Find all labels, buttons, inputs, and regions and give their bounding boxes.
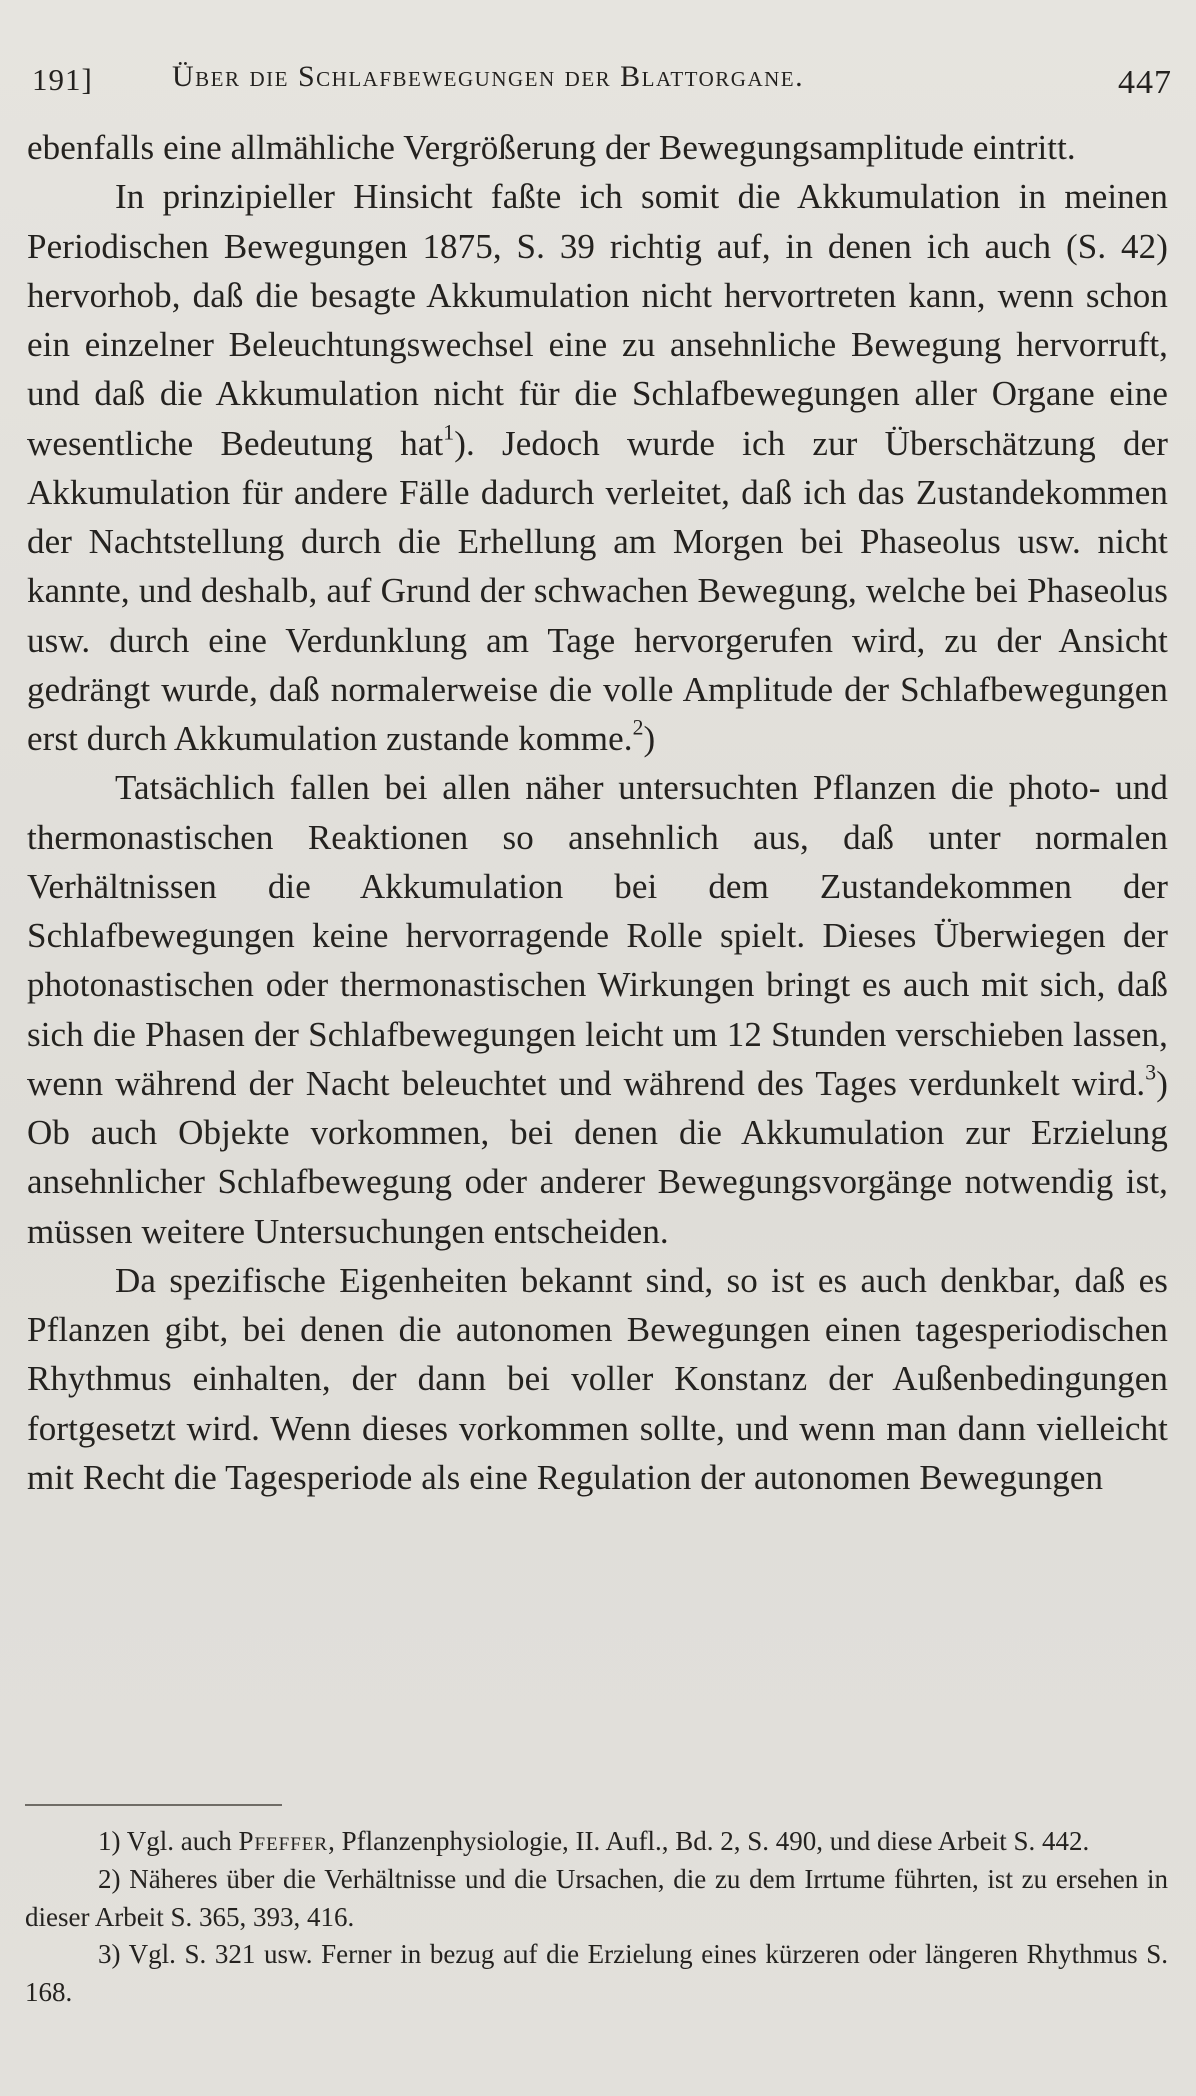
footnote-reference-3[interactable]: 3 bbox=[1145, 1060, 1157, 1085]
paragraph-tagesperiode: Da spezifische Eigenheiten bekannt sind, so ist es auch denkbar, daß es Pflanzen gibt, bei denen die autonomen Bewegungen einen tagesperiodischen Rhythmus einhalten, der dann bei voller Konstanz der Außenbedingungen fortgesetzt wird. Wenn dieses vorkommen sollte, und wenn man dann vielleicht mit Recht die Tagesperiode als eine Regulation der autonomen Bewegungen bbox=[27, 1260, 1168, 1497]
footnote-1-text-after: , Pflanzenphysiologie, II. Aufl., Bd. 2, S. 490, und diese Arbeit S. 442. bbox=[328, 1826, 1090, 1856]
running-head-title: Über die Schlafbewegungen der Blattorgane. bbox=[172, 60, 805, 93]
page-number: 447 bbox=[1118, 64, 1172, 101]
footnote-marker-3: 3) bbox=[98, 1939, 121, 1970]
footnote-1-author: Pfeffer bbox=[238, 1826, 329, 1856]
footnote-marker-2: 2) bbox=[98, 1863, 121, 1894]
paragraph-akkumulation-text-3: ) bbox=[643, 719, 656, 758]
footnote-2-text: Näheres über die Verhältnisse und die Ursachen, die zu dem Irrtume führten, ist zu ersehen in dieser Arbeit S. 365, 393, 416. bbox=[25, 1863, 1169, 1932]
section-page-reference: 191] bbox=[32, 62, 93, 97]
running-head bbox=[32, 54, 1172, 104]
main-text bbox=[27, 123, 1168, 1502]
footnote-1-text-before: Vgl. auch bbox=[126, 1826, 232, 1856]
paragraph-continuation: ebenfalls eine allmähliche Vergrößerung der Bewegungsamplitude eintritt. bbox=[27, 128, 1076, 167]
footnote-reference-1[interactable]: 1 bbox=[443, 419, 455, 444]
paragraph-photo-thermonastisch-text-1: Tatsächlich fallen bei allen näher untersuchten Pflanzen die photo- und thermonastischen Reaktionen so ansehnlich aus, daß unter normalen Verhältnissen die Akkumulation bei dem Zustandekommen der Schlafbewegungen keine hervorragende Rolle spielt. Dieses Überwiegen der photonastischen oder thermonastischen Wirkungen bringt es auch mit sich, daß sich die Phasen der Schlafbewegungen leicht um 12 Stunden verschieben lassen, wenn während der Nacht beleuchtet und während des Tages verdunkelt wird. bbox=[27, 768, 1168, 1103]
paragraph-akkumulation bbox=[27, 172, 1168, 763]
paragraph-akkumulation-text-2: ). Jedoch wurde ich zur Überschätzung der Akkumulation für andere Fälle dadurch verleitet, daß ich das Zustandekommen der Nachtstellung durch die Erhellung am Morgen bei Phaseolus usw. nicht kannte, und deshalb, auf Grund der schwachen Bewegung, welche bei Phaseolus usw. durch eine Verdunklung am Tage hervorgerufen wird, zu der Ansicht gedrängt wurde, daß normalerweise die volle Amplitude der Schlafbewegungen erst durch Akkumulation zustande komme. bbox=[27, 423, 1169, 758]
footnote-reference-2[interactable]: 2 bbox=[632, 715, 644, 740]
footnote-3 bbox=[25, 1936, 1168, 2012]
footnote-2 bbox=[25, 1861, 1168, 1937]
footnote-3-text: Vgl. S. 321 usw. Ferner in bezug auf die Erzielung eines kürzeren oder längeren Rhythmus S. 168. bbox=[25, 1939, 1168, 2008]
paragraph-akkumulation-text-1: In prinzipieller Hinsicht faßte ich somit die Akkumulation in meinen Periodischen Bewegungen 1875, S. 39 richtig auf, in denen ich auch (S. 42) hervorhob, daß die besagte Akkumulation nicht hervortreten kann, wenn schon ein einzelner Beleuchtungswechsel eine zu ansehnliche Bewegung hervorruft, und daß die Akkumulation nicht für die Schlafbewegungen aller Organe eine wesentliche Bedeutung hat bbox=[27, 177, 1168, 463]
footnote-divider bbox=[25, 1804, 282, 1806]
footnote-1 bbox=[25, 1823, 1168, 1861]
footnotes bbox=[25, 1823, 1168, 2012]
paragraph-photo-thermonastisch-text-2: ) Ob auch Objekte vorkommen, bei denen die Akkumulation zur Erzielung ansehnlicher Schlafbewegung oder anderer Bewegungsvorgänge notwendig ist, müssen weitere Untersuchungen entscheiden. bbox=[27, 1063, 1168, 1251]
paragraph-photo-thermonastisch bbox=[27, 763, 1168, 1256]
footnote-marker-1: 1) bbox=[98, 1826, 121, 1856]
